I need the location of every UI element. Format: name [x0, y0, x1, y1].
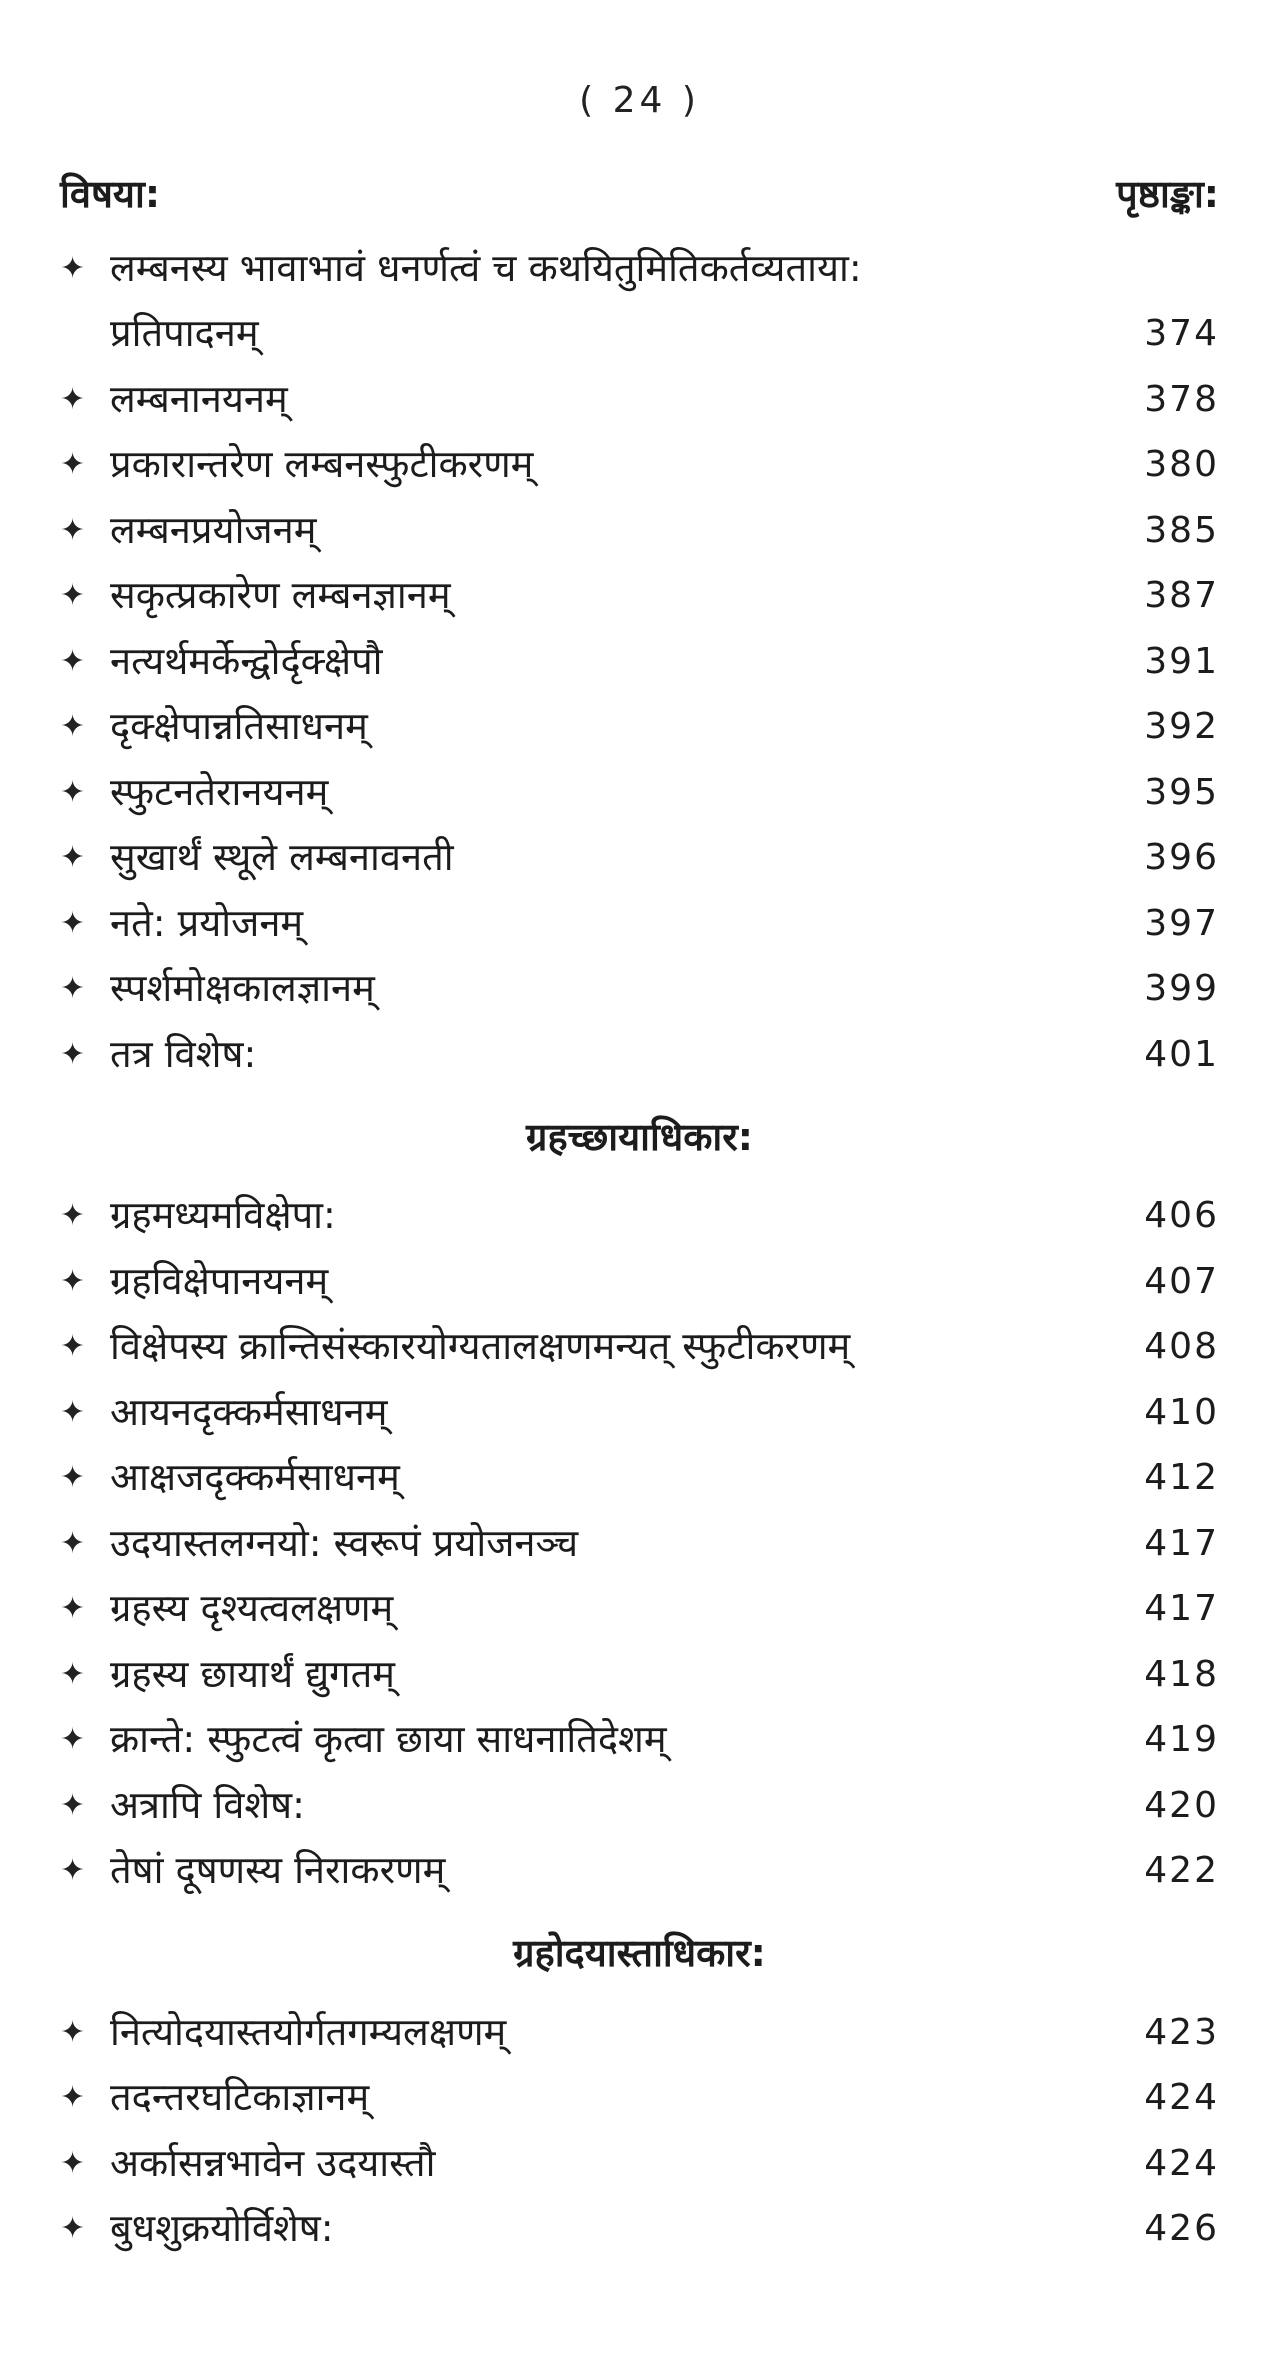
toc-entry-page: 418	[1144, 1653, 1219, 1695]
toc-entry-page: 399	[1144, 968, 1219, 1009]
toc-entry-page: 391	[1144, 640, 1219, 682]
toc-entry	[60, 497, 1219, 563]
toc-entry	[60, 1510, 1219, 1576]
toc-entry-title: प्रकारान्तरेण लम्बनस्फुटीकरणम्	[110, 442, 534, 486]
toc-entry-page: 387	[1144, 575, 1219, 616]
toc-entry-page: 408	[1144, 1326, 1219, 1367]
bullet-star-icon: ✦	[60, 1722, 86, 1757]
toc-entry-title: नित्योदयास्तयोर्गतगम्यलक्षणम्	[110, 2009, 507, 2054]
bullet-star-icon: ✦	[60, 1591, 86, 1626]
bullet-star-icon: ✦	[60, 2211, 86, 2246]
toc-entry-page: 426	[1144, 2208, 1219, 2249]
toc-entry	[60, 694, 1219, 760]
toc-entry	[60, 956, 1219, 1022]
toc-entry-page: 417	[1144, 1522, 1219, 1564]
toc-entry-page: 385	[1144, 509, 1219, 551]
toc-entry-page: 424	[1144, 2142, 1219, 2184]
toc-entry-title-line2: प्रतिपादनम्	[110, 311, 259, 355]
toc-entry-lines	[110, 236, 1219, 366]
toc-entry	[60, 236, 1219, 366]
toc-entry-title: ग्रहस्य दृश्यत्वलक्षणम्	[110, 1586, 394, 1630]
bullet-star-icon: ✦	[60, 1853, 86, 1888]
bullet-star-icon: ✦	[60, 2145, 86, 2181]
toc-entry	[60, 563, 1219, 629]
toc-entry-title: दृक्क्षेपान्नतिसाधनम्	[110, 704, 368, 748]
bullet-star-icon: ✦	[60, 578, 86, 613]
toc-entry	[60, 1576, 1219, 1642]
toc-entry-page: 380	[1144, 444, 1219, 485]
toc-entry	[60, 890, 1219, 956]
toc-entry-title: बुधशुक्रयोर्विशेष:	[110, 2206, 334, 2250]
toc-entry-page: 417	[1144, 1588, 1219, 1629]
bullet-star-icon: ✦	[60, 251, 86, 286]
toc-entry-title: ग्रहमध्यमविक्षेपा:	[110, 1193, 336, 1237]
toc-entry-title: स्फुटनतेरानयनम्	[110, 769, 329, 814]
toc-entry	[60, 2130, 1219, 2196]
toc-group-lambana	[60, 366, 1219, 1087]
toc-entry-page: 422	[1144, 1850, 1219, 1891]
toc-entry	[60, 1021, 1219, 1087]
toc-entry-line2-row	[110, 301, 1219, 366]
toc-entry-page: 401	[1144, 1033, 1219, 1075]
bullet-star-icon: ✦	[60, 381, 86, 417]
page-numbers-column-label: पृष्ठाङ्का:	[1116, 172, 1219, 216]
bullet-star-icon: ✦	[60, 447, 86, 482]
toc-entry-title: ग्रहस्य छायार्थं द्युगतम्	[110, 1651, 395, 1696]
toc-entry-page: 397	[1144, 902, 1219, 944]
toc-entry	[60, 1379, 1219, 1445]
toc-group-grahodayasta	[60, 1999, 1219, 2261]
column-header	[60, 165, 1219, 221]
bullet-star-icon: ✦	[60, 2080, 86, 2115]
toc-entry	[60, 1838, 1219, 1904]
toc-entry-title: लम्बनानयनम्	[110, 376, 288, 421]
toc-entry	[60, 366, 1219, 432]
bullet-star-icon: ✦	[60, 840, 86, 875]
bullet-star-icon: ✦	[60, 709, 86, 744]
toc-entry	[60, 759, 1219, 825]
toc-entry-title: ग्रहविक्षेपानयनम्	[110, 1258, 329, 1303]
bullet-star-icon: ✦	[60, 774, 86, 810]
toc-entry-page: 407	[1144, 1260, 1219, 1302]
toc-entry-page: 423	[1144, 2011, 1219, 2053]
toc-entry-title: लम्बनप्रयोजनम्	[110, 507, 317, 552]
section-heading-grahodayasta: ग्रहोदयास्ताधिकार:	[513, 1931, 766, 1975]
bullet-star-icon: ✦	[60, 1263, 86, 1299]
bullet-star-icon: ✦	[60, 1787, 86, 1823]
toc-entry	[60, 2065, 1219, 2131]
bullet-star-icon: ✦	[60, 905, 86, 941]
toc-entry	[60, 1772, 1219, 1838]
toc-entry	[60, 628, 1219, 694]
toc-entry-page: 412	[1144, 1457, 1219, 1498]
toc-entry-title: नत्यर्थमर्केन्द्वोर्दृक्क्षेपौ	[110, 638, 383, 683]
bullet-star-icon: ✦	[60, 1329, 86, 1364]
toc-entry	[60, 1248, 1219, 1314]
toc-entry	[60, 1445, 1219, 1511]
toc-entry	[60, 432, 1219, 498]
toc-entry	[60, 1314, 1219, 1380]
toc-entry-title: सकृत्प्रकारेण लम्बनज्ञानम्	[110, 573, 451, 617]
bullet-star-icon: ✦	[60, 2014, 86, 2050]
toc-entry-page: 419	[1144, 1719, 1219, 1760]
toc-entry	[60, 2196, 1219, 2262]
page-number: ( 24 )	[579, 80, 700, 121]
toc-entry-title: स्पर्शमोक्षकालज्ञानम्	[110, 966, 375, 1010]
bullet-star-icon: ✦	[60, 643, 86, 679]
toc-entry-page: 410	[1144, 1391, 1219, 1433]
toc-entry-title: उदयास्तलग्नयो: स्वरूपं प्रयोजनञ्च	[110, 1520, 579, 1565]
toc-entry-page: 420	[1144, 1784, 1219, 1826]
bullet-star-icon: ✦	[60, 1198, 86, 1233]
bullet-star-icon: ✦	[60, 512, 86, 548]
topics-column-label: विषया:	[60, 172, 161, 216]
bullet-star-icon: ✦	[60, 1525, 86, 1561]
toc-entry-title-line1: लम्बनस्य भावाभावं धनर्णत्वं च कथयितुमितिकर्तव्यताया:	[110, 246, 862, 290]
bullet-star-icon: ✦	[60, 1656, 86, 1692]
toc-entry-page: 424	[1144, 2077, 1219, 2118]
toc-entry-title: अर्कासन्नभावेन उदयास्तौ	[110, 2140, 436, 2185]
toc-entry-title: तत्र विशेष:	[110, 1031, 257, 1076]
bullet-star-icon: ✦	[60, 1394, 86, 1430]
toc-entry-title: क्रान्ते: स्फुटत्वं कृत्वा छाया साधनातिदेशम्	[110, 1717, 667, 1761]
bullet-star-icon: ✦	[60, 1460, 86, 1495]
toc-entry-title: नते: प्रयोजनम्	[110, 900, 304, 945]
section-heading-grahacchaya: ग्रहच्छायाधिकार:	[526, 1114, 753, 1159]
toc-entry-page: 395	[1144, 771, 1219, 813]
bullet-star-icon: ✦	[60, 1036, 86, 1072]
toc-entry-page: 406	[1144, 1195, 1219, 1236]
toc-entry-title: विक्षेपस्य क्रान्तिसंस्कारयोग्यतालक्षणमन्यत् स्फुटीकरणम्	[110, 1324, 851, 1368]
toc-group-grahacchaya	[60, 1183, 1219, 1904]
bullet-star-icon: ✦	[60, 971, 86, 1006]
toc-entry	[60, 1707, 1219, 1773]
table-of-contents	[60, 236, 1219, 2261]
toc-entry-title: अत्रापि विशेष:	[110, 1782, 305, 1827]
toc-entry-title: तदन्तरघटिकाज्ञानम्	[110, 2075, 370, 2119]
toc-entry	[60, 1641, 1219, 1707]
toc-entry-title: सुखार्थं स्थूले लम्बनावनती	[110, 835, 454, 879]
toc-entry-title: आक्षजदृक्कर्मसाधनम्	[110, 1455, 400, 1499]
toc-entry-page: 396	[1144, 837, 1219, 878]
toc-entry-title: आयनदृक्कर्मसाधनम्	[110, 1389, 388, 1434]
toc-entry-page: 392	[1144, 706, 1219, 747]
toc-entry	[60, 1999, 1219, 2065]
toc-entry-title: तेषां दूषणस्य निराकरणम्	[110, 1848, 446, 1892]
toc-entry-page: 378	[1144, 378, 1219, 420]
toc-entry	[60, 1183, 1219, 1249]
toc-entry	[60, 825, 1219, 891]
toc-entry-page: 374	[1144, 313, 1219, 354]
